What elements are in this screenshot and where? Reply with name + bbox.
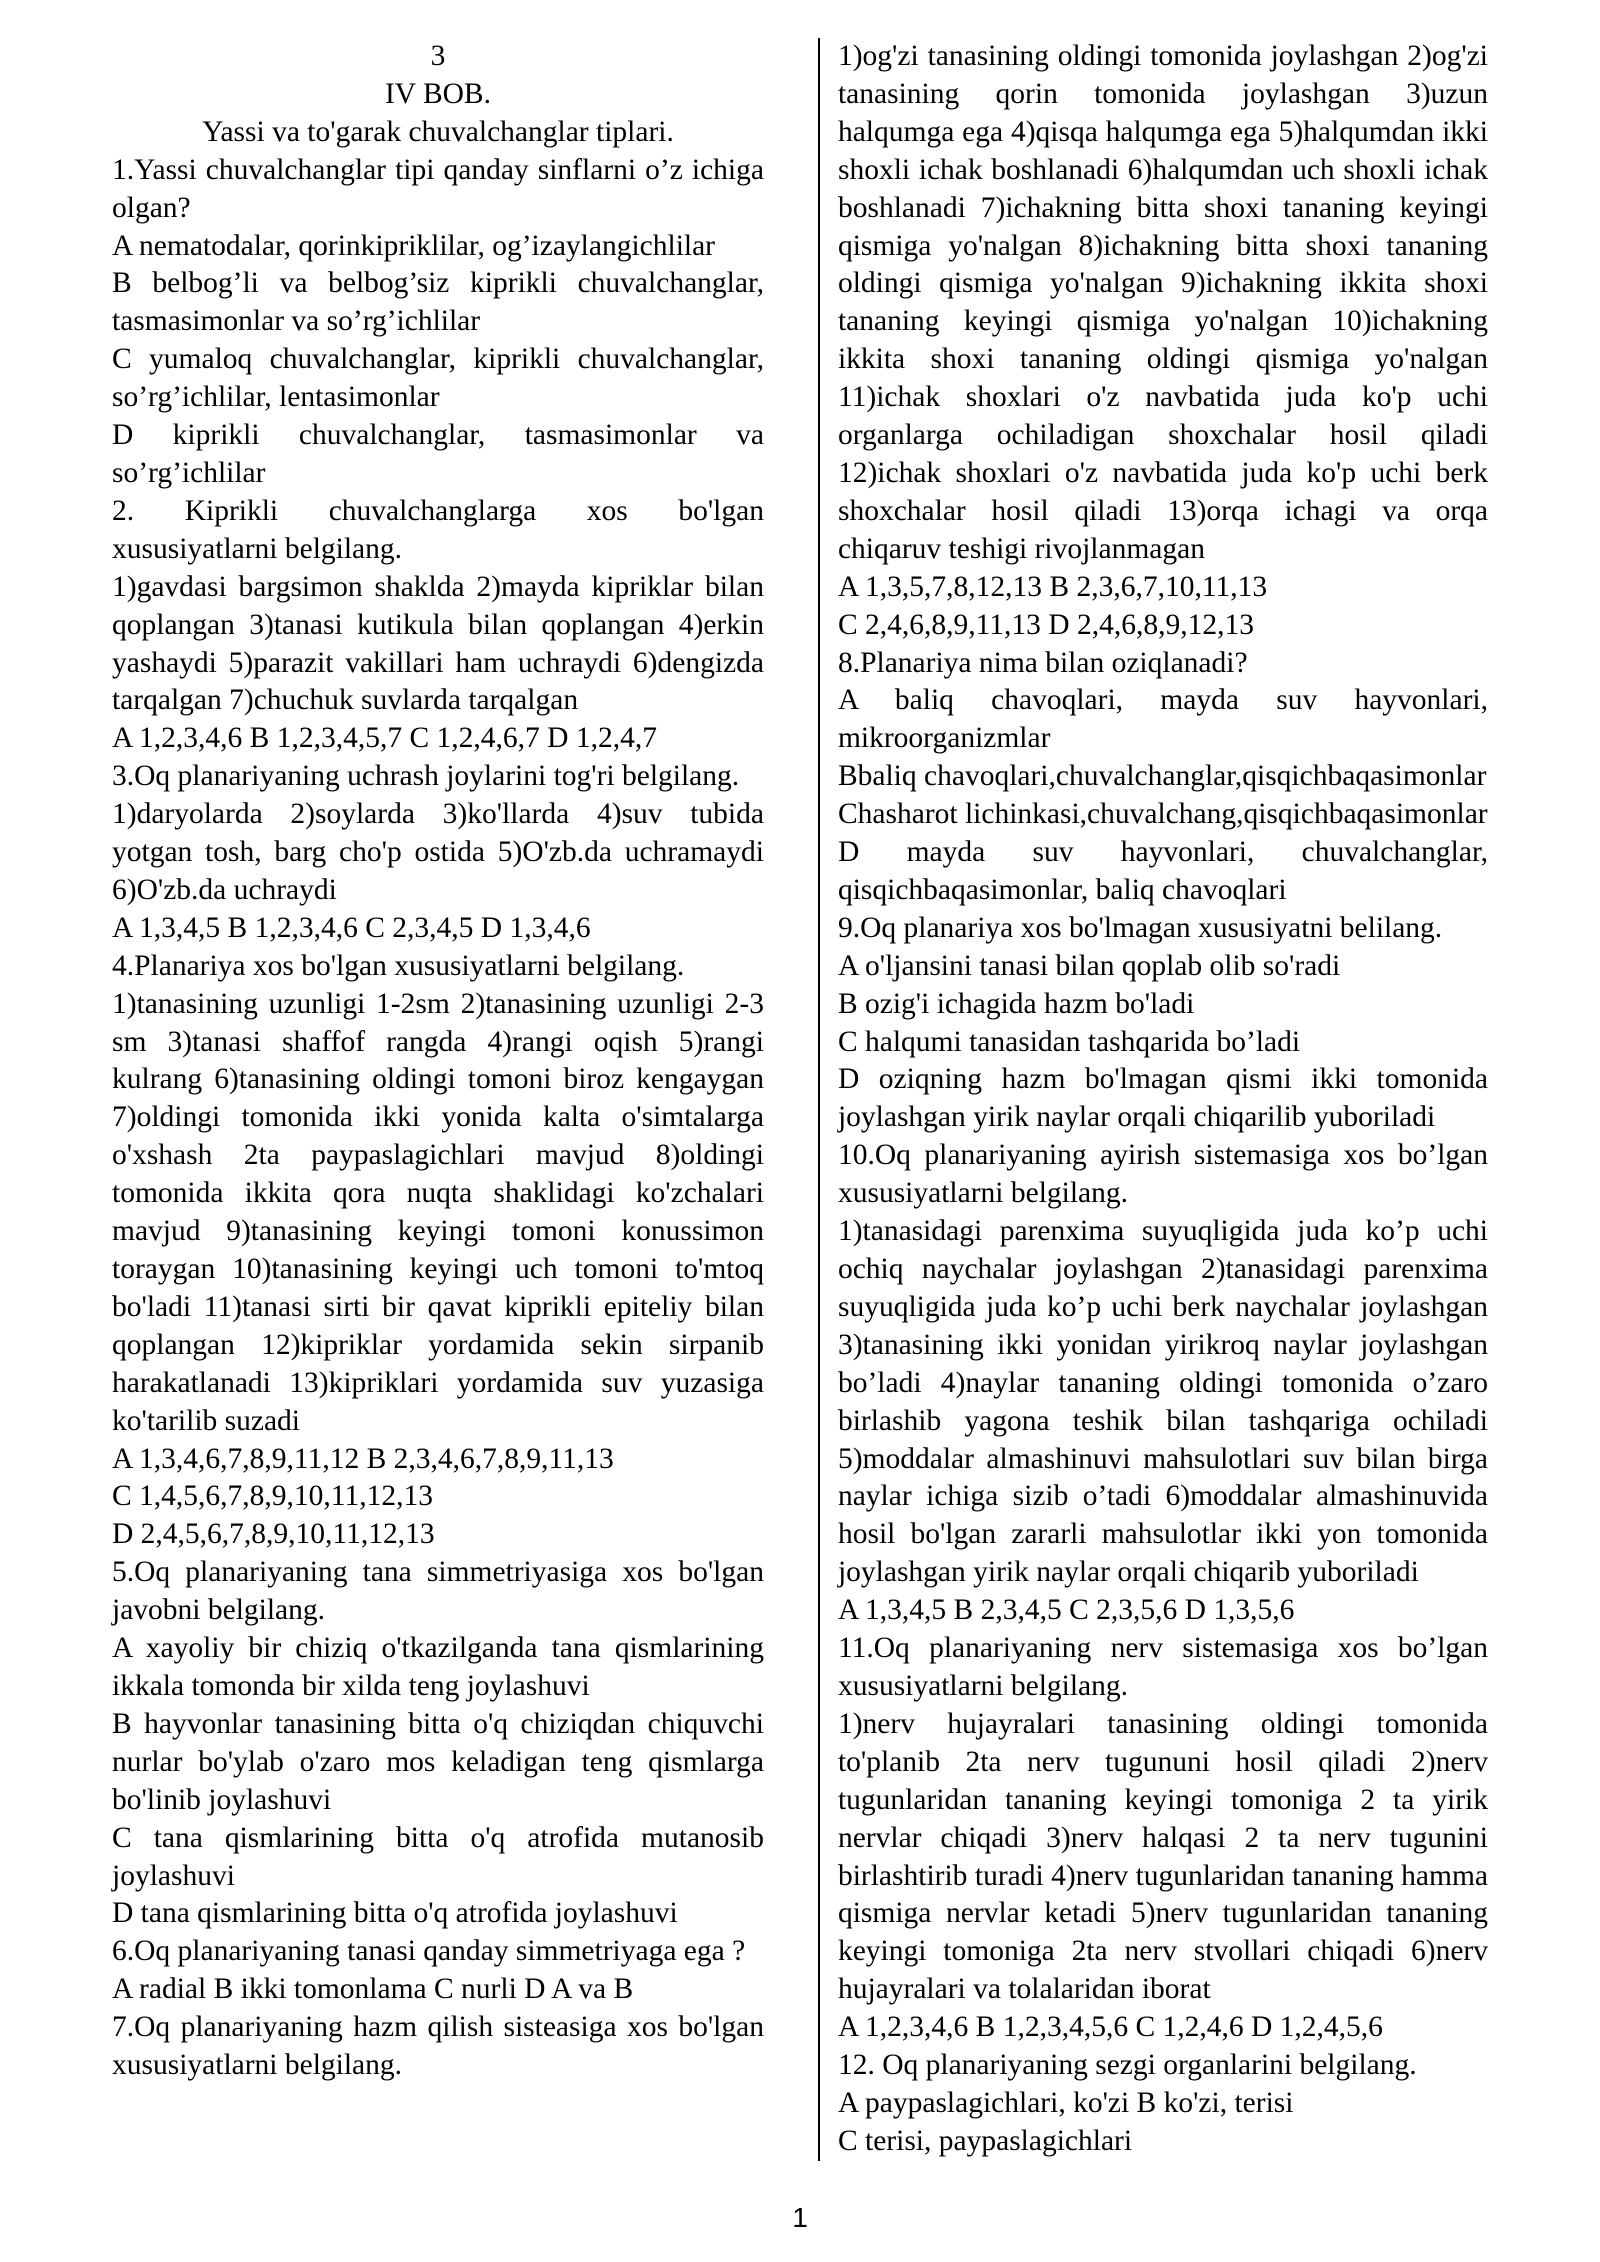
question-12-answers-ab: A paypaslagichlari, ko'zi B ko'zi, terisi <box>837 2086 1294 2119</box>
question-7-answers-cd: C 2,4,6,8,9,11,13 D 2,4,6,8,9,12,13 <box>837 608 1254 641</box>
right-column <box>818 38 1488 2161</box>
question-7-answers-ab: A 1,3,5,7,8,12,13 B 2,3,6,7,10,11,13 <box>837 570 1268 603</box>
left-column <box>112 38 782 2085</box>
question-9-option-a: A o'ljansini tanasi bilan qoplab olib so'radi <box>837 949 1341 982</box>
question-8-option-b: Bbaliq chavoqlari,chuvalchanglar,qisqichbaqasimonlar <box>837 760 1487 793</box>
question-2-items: 1)gavdasi bargsimon shaklda 2)mayda kipriklar bilan qoplangan 3)tanasi kutikula bilan qoplangan 4)erkin yashaydi 5)parazit vakillari ham uchraydi 6)dengizda tarqalgan 7)chuchuk suvlarda tarqalgan <box>112 570 764 717</box>
question-4-answer-d: D 2,4,5,6,7,8,9,10,11,12,13 <box>112 1518 435 1551</box>
question-8: 8.Planariya nima bilan oziqlanadi? <box>837 646 1248 679</box>
question-12: 12. Oq planariyaning sezgi organlarini belgilang. <box>837 2049 1417 2082</box>
question-8-option-d: D mayda suv hayvonlari, chuvalchanglar, qisqichbaqasimonlar, baliq chavoqlari <box>837 836 1488 906</box>
question-6-answers: A radial B ikki tomonlama C nurli D A va B <box>112 1973 634 2006</box>
question-3: 3.Oq planariyaning uchrash joylarini tog'ri belgilang. <box>112 760 740 793</box>
question-9-option-d: D oziqning hazm bo'lmagan qismi ikki tomonida joylashgan yirik naylar orqali chiqarilib yuboriladi <box>837 1063 1488 1134</box>
question-5-option-c: C tana qismlarining bitta o'q atrofida mutanosib joylashuvi <box>112 1821 764 1892</box>
footer-page-number: 1 <box>792 2202 808 2233</box>
question-10-items: 1)tanasidagi parenxima suyuqligida juda ko’p uchi ochiq naychalar joylashgan 2)tanasidagi parenxima suyuqligida juda ko’p uchi berk naychalar joylashgan 3)tanasining ikki yonidan yirikroq naylar joylashgan bo’ladi 4)naylar tananing oldingi tomonida o’zaro birlashib yagona teshik bilan tashqariga ochiladi 5)moddalar almashinuvi mahsulotlari suv bilan birga naylar ichiga sizib o’tadi 6)moddalar almashinuvida hosil bo'lgan zararli mahsulotlar ikki yon tomonida joylashgan yirik naylar orqali chiqarib yuboriladi <box>837 1215 1488 1589</box>
question-8-option-c: Chasharot lichinkasi,chuvalchang,qisqichbaqasimonlar <box>837 798 1488 831</box>
question-2-answers: A 1,2,3,4,6 B 1,2,3,4,5,7 C 1,2,4,6,7 D 1,2,4,7 <box>112 722 657 755</box>
question-6: 6.Oq planariyaning tanasi qanday simmetriyaga ega ? <box>112 1935 746 1968</box>
question-5-option-b: B hayvonlar tanasining bitta o'q chiziqdan chiquvchi nurlar bo'ylab o'zaro mos keladigan teng qismlarga bo'linib joylashuvi <box>112 1707 764 1816</box>
question-10-answers: A 1,3,4,5 B 2,3,4,5 C 2,3,5,6 D 1,3,5,6 <box>837 1594 1295 1627</box>
question-3-answers: A 1,3,4,5 B 1,2,3,4,6 C 2,3,4,5 D 1,3,4,6 <box>112 911 591 944</box>
question-11-items: 1)nerv hujayralari tanasining oldingi tomonida to'planib 2ta nerv tugununi hosil qiladi 2)nerv tugunlaridan tananing keyingi tomoniga 2 ta yirik nervlar chiqadi 3)nerv halqasi 2 ta nerv tugunini birlashtirib turadi 4)nerv tugunlaridan tananing hamma qismiga nervlar ketadi 5)nerv tugunlaridan tananing keyingi tomoniga 2ta nerv stvollari chiqadi 6)nerv hujayralari va tolalaridan iborat <box>837 1707 1488 2006</box>
question-5: 5.Oq planariyaning tana simmetriyasiga xos bo'lgan javobni belgilang. <box>112 1556 764 1627</box>
question-9-option-b: B ozig'i ichagida hazm bo'ladi <box>837 987 1195 1020</box>
question-7: 7.Oq planariyaning hazm qilish sisteasiga xos bo'lgan xususiyatlarni belgilang. <box>112 2011 764 2082</box>
question-9-option-c: C halqumi tanasidan tashqarida bo’ladi <box>837 1025 1301 1058</box>
question-1-option-c: C yumaloq chuvalchanglar, kiprikli chuvalchanglar, so’rg’ichlilar, lentasimonlar <box>112 343 764 414</box>
question-1: 1.Yassi chuvalchanglar tipi qanday sinflarni o’z ichiga olgan? <box>112 153 764 224</box>
question-7-items: 1)og'zi tanasining oldingi tomonida joylashgan 2)og'zi tanasining qorin tomonida joylashgan 3)uzun halqumga ega 4)qisqa halqumga ega 5)halqumdan ikki shoxli ichak boshlanadi 6)halqumdan uch shoxli ichak boshlanadi 7)ichakning bitta shoxi tananing keyingi qismiga yo'nalgan 8)ichakning bitta shoxi tananing oldingi qismiga yo'nalgan 9)ichakning ikkita shoxi tananing keyingi qismiga yo'nalgan 10)ichakning ikkita shoxi tananing oldingi qismiga yo'nalgan 11)ichak shoxlari o'z navbatida juda ko'p uchi organlarga ochiladigan shoxchalar hosil qiladi 12)ichak shoxlari o'z navbatida juda ko'p uchi berk shoxchalar hosil qiladi 13)orqa ichagi va orqa chiqaruv teshigi rivojlanmagan <box>837 40 1488 565</box>
question-10: 10.Oq planariyaning ayirish sistemasiga xos bo’lgan xususiyatlarni belgilang. <box>837 1139 1488 1210</box>
question-11-answers: A 1,2,3,4,6 B 1,2,3,4,5,6 C 1,2,4,6 D 1,2,4,5,6 <box>837 2011 1383 2044</box>
question-9: 9.Oq planariya xos bo'lmagan xususiyatni belilang. <box>837 911 1443 944</box>
question-4-items: 1)tanasining uzunligi 1-2sm 2)tanasining uzunligi 2-3 sm 3)tanasi shaffof rangda 4)rangi oqish 5)rangi kulrang 6)tanasining oldingi tomoni biroz kengaygan 7)oldingi tomonida ikki yonida kalta o'simtalarga o'xshash 2ta paypaslagichlari mavjud 8)oldingi tomonida ikkita qora nuqta shaklidagi ko'zchalari mavjud 9)tanasining keyingi tomoni konussimon toraygan 10)tanasining keyingi uch tomoni to'mtoq bo'ladi 11)tanasi sirti bir qavat kiprikli epiteliy bilan qoplangan 12)kipriklar yordamida sekin sirpanib harakatlanadi 13)kipriklari yordamida suv yuzasiga ko'tarilib suzadi <box>112 987 764 1437</box>
question-4-answer-c: C 1,4,5,6,7,8,9,10,11,12,13 <box>112 1480 433 1513</box>
question-3-items: 1)daryolarda 2)soylarda 3)ko'llarda 4)suv tubida yotgan tosh, barg cho'p ostida 5)O'zb.da uchramaydi 6)O'zb.da uchraydi <box>112 798 764 906</box>
question-11: 11.Oq planariyaning nerv sistemasiga xos bo’lgan xususiyatlarni belgilang. <box>837 1632 1488 1702</box>
question-4-answers-ab: A 1,3,4,6,7,8,9,11,12 B 2,3,4,6,7,8,9,11,13 <box>112 1442 614 1475</box>
question-5-option-a: A xayoliy bir chiziq o'tkazilganda tana qismlarining ikkala tomonda bir xilda teng joylashuvi <box>112 1632 764 1702</box>
question-12-answer-c: C terisi, paypaslagichlari <box>837 2124 1133 2157</box>
page-number-top: 3 <box>430 40 446 72</box>
two-column-layout <box>112 38 1488 2161</box>
question-8-option-a: A baliq chavoqlari, mayda suv hayvonlari, mikroorganizmlar <box>837 684 1488 755</box>
chapter-label: IV BOB. <box>384 77 491 110</box>
question-1-option-b: B belbog’li va belbog’siz kiprikli chuvalchanglar, tasmasimonlar va so’rg’ichlilar <box>112 267 764 338</box>
question-1-option-d: D kiprikli chuvalchanglar, tasmasimonlar va so’rg’ichlilar <box>112 419 764 489</box>
question-4: 4.Planariya xos bo'lgan xususiyatlarni belgilang. <box>112 949 685 982</box>
question-1-option-a: A nematodalar, qorinkipriklilar, og’izaylangichlilar <box>112 229 716 262</box>
question-2: 2. Kiprikli chuvalchanglarga xos bo'lgan xususiyatlarni belgilang. <box>112 494 764 565</box>
question-5-option-d: D tana qismlarining bitta o'q atrofida joylashuvi <box>112 1897 678 1930</box>
chapter-title: Yassi va to'garak chuvalchanglar tiplari. <box>202 115 674 148</box>
